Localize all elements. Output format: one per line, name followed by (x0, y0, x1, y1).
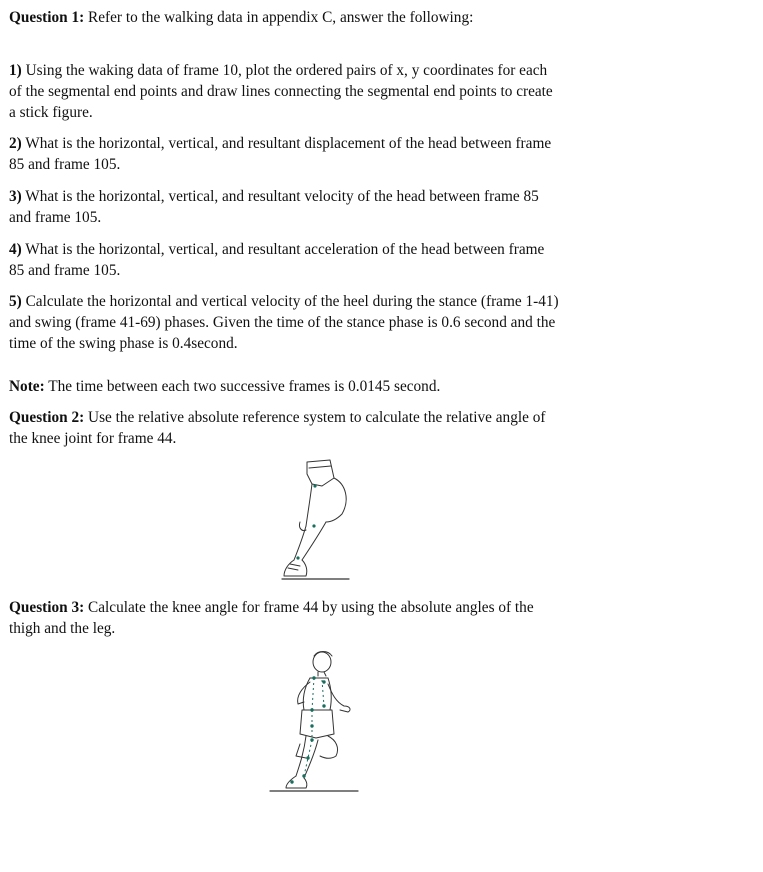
question-2-line-1 (9, 407, 545, 428)
item-1-line-2: of the segmental end points and draw lines connecting the segmental end points to create (9, 83, 553, 100)
item-4-number: 4) (9, 241, 22, 258)
question-2-line-2: the knee joint for frame 44. (9, 430, 177, 447)
item-3-line-1 (9, 186, 539, 207)
item-5-line-2: and swing (frame 41-69) phases. Given the time of the stance phase is 0.6 second and the (9, 314, 556, 331)
note (9, 376, 440, 397)
segment-line (312, 678, 314, 710)
item-4-line-2: 85 and frame 105. (9, 262, 121, 279)
marker-dot (310, 708, 313, 711)
question-1-text: Refer to the walking data in appendix C, answer the following: (84, 9, 474, 26)
marker-dot (296, 556, 299, 559)
item-5-text-1: Calculate the horizontal and vertical velocity of the heel during the stance (frame 1-41) (21, 293, 559, 310)
marker-dot (302, 774, 305, 777)
question-2-text-1: Use the relative absolute reference system to calculate the relative angle of (84, 409, 546, 426)
question-3-text-1: Calculate the knee angle for frame 44 by using the absolute angles of the (84, 599, 534, 616)
item-3-number: 3) (9, 188, 22, 205)
item-2-line-1 (9, 133, 551, 154)
item-5-number: 5) (9, 293, 22, 310)
item-4-line-1 (9, 239, 544, 260)
item-1-text-1: Using the waking data of frame 10, plot the ordered pairs of x, y coordinates for each (21, 62, 548, 79)
item-3-text-1: What is the horizontal, vertical, and resultant velocity of the head between frame 85 (21, 188, 539, 205)
question-2-label: Question 2: (9, 409, 85, 426)
question-1-heading (9, 7, 473, 28)
item-1-line-1 (9, 60, 547, 81)
question-3-line-2: thigh and the leg. (9, 620, 116, 637)
leg-stance-figure (276, 456, 358, 584)
marker-dot (306, 756, 309, 759)
marker-dot (322, 704, 325, 707)
marker-dot (313, 484, 316, 487)
note-text: The time between each two successive frames is 0.0145 second. (44, 378, 441, 395)
question-3-label: Question 3: (9, 599, 85, 616)
item-2-number: 2) (9, 135, 22, 152)
marker-dot (312, 676, 315, 679)
marker-dot (290, 780, 293, 783)
question-3-line-1 (9, 597, 534, 618)
marker-dot (310, 724, 313, 727)
item-5-line-3: time of the swing phase is 0.4second. (9, 335, 238, 352)
item-1-number: 1) (9, 62, 22, 79)
note-label: Note: (9, 378, 45, 395)
marker-dot (312, 524, 315, 527)
item-1-line-3: a stick figure. (9, 104, 93, 121)
runner-figure (266, 648, 362, 796)
marker-dot (310, 738, 313, 741)
marker-dot (322, 680, 325, 683)
item-4-text-1: What is the horizontal, vertical, and resultant acceleration of the head between frame (21, 241, 545, 258)
question-1-label: Question 1: (9, 9, 85, 26)
item-5-line-1 (9, 291, 559, 312)
item-3-line-2: and frame 105. (9, 209, 102, 226)
item-2-text-1: What is the horizontal, vertical, and resultant displacement of the head between frame (21, 135, 552, 152)
segment-line (322, 680, 324, 706)
item-2-line-2: 85 and frame 105. (9, 156, 121, 173)
